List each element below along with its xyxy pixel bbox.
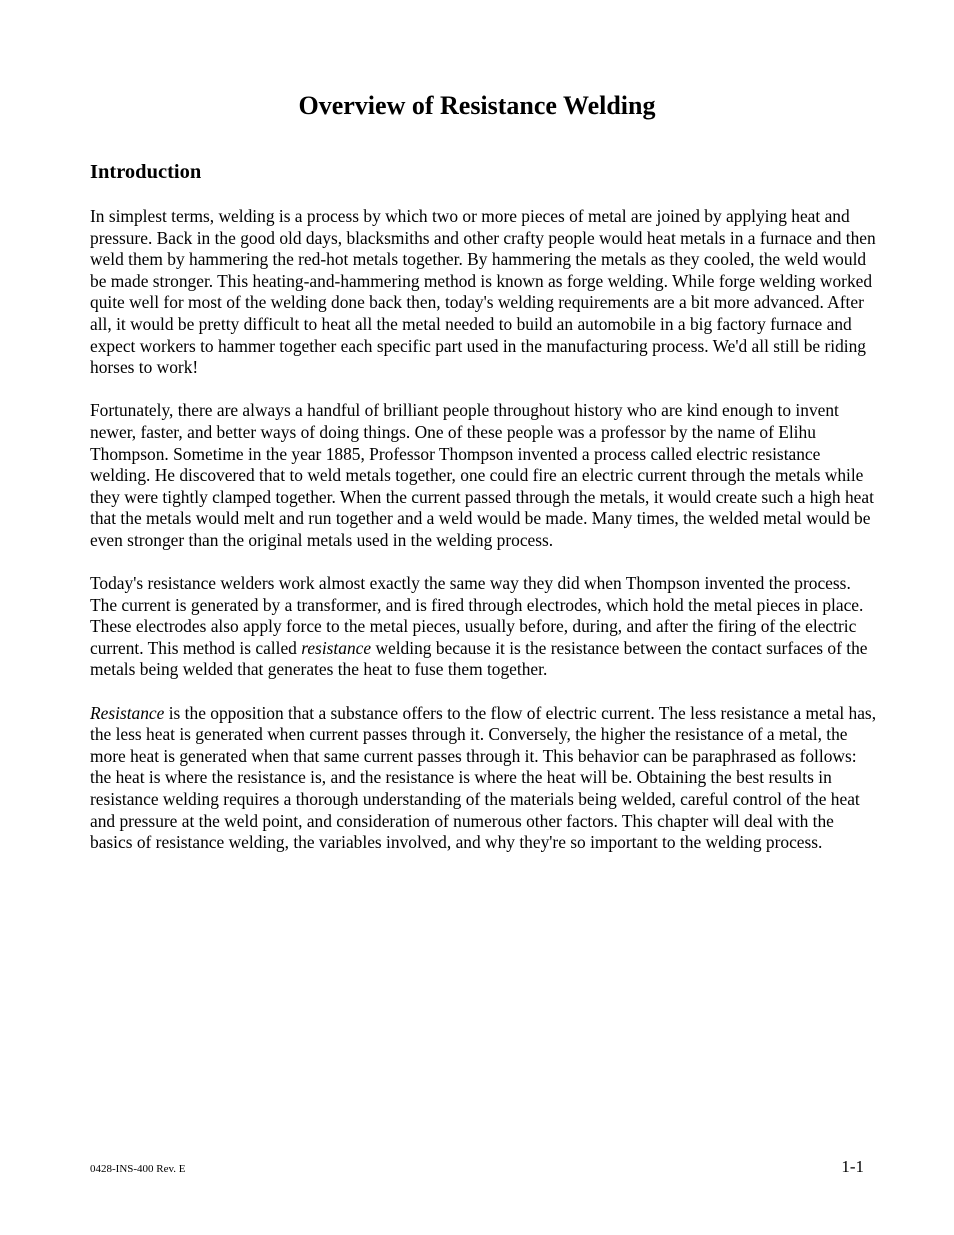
paragraph-2: [90, 400, 880, 551]
section-heading-introduction: Introduction: [90, 161, 202, 183]
paragraph-1-text: In simplest terms, welding is a process by which two or more pieces of metal are joined by applying heat and pressure. Back in the good old days, blacksmiths and other crafty people would heat metals in a furnace and then weld them by hammering the red-hot metals together. By hammering the metals as they cooled, the weld would be made stronger. This heating-and-hammering method is known as forge welding. While forge welding worked quite well for most of the welding done back then, today's welding requirements are a bit more advanced. After all, it would be pretty difficult to heat all the metal needed to build an automobile in a big factory furnace and expect workers to hammer together each specific part used in the manufacturing process. We'd all still be riding horses to work!: [90, 206, 876, 378]
paragraph-2-text: Fortunately, there are always a handful of brilliant people throughout history who are kind enough to invent newer, faster, and better ways of doing things. One of these people was a professor by the name of Elihu Thompson. Sometime in the year 1885, Professor Thompson invented a process called electric resistance welding. He discovered that to weld metals together, one could fire an electric current through the metals while they were tightly clamped together. When the current passed through the metals, it would create such a high heat that the metals would melt and run together and a weld would be made. Many times, the welded metal would be even stronger than the original metals used in the welding process.: [90, 400, 874, 550]
footer-page-number: 1-1: [841, 1157, 864, 1176]
paragraph-4-emphasis: Resistance: [90, 702, 165, 723]
paragraph-4: [90, 703, 880, 854]
footer-doc-number: 0428-INS-400 Rev. E: [90, 1163, 186, 1175]
paragraph-4-text-after: is the opposition that a substance offers to the flow of electric current. The less resistance a metal has, the less heat is generated when current passes through it. Conversely, the higher the resistance of a metal, the more heat is generated when that same current passes through it. This behavior can be paraphrased as follows: the heat is where the resistance is, and the resistance is where the heat will be. Obtaining the best results in resistance welding requires a thorough understanding of the materials being welded, careful control of the heat and pressure at the weld point, and consideration of numerous other factors. This chapter will deal with the basics of resistance welding, the variables involved, and why they're so important to the welding process.: [90, 702, 877, 853]
body-text: [90, 206, 880, 875]
paragraph-3-text-after: welding because it is the resistance between the contact surfaces of the metals being welded that generates the heat to fuse them together.: [90, 637, 868, 680]
paragraph-3-emphasis: resistance: [301, 637, 372, 658]
paragraph-1: [90, 206, 880, 379]
paragraph-3-text-before: Today's resistance welders work almost exactly the same way they did when Thompson invented the process. The current is generated by a transformer, and is fired through electrodes, which hold the metal pieces in place. These electrodes also apply force to the metal pieces, usually before, during, and after the firing of the electric current. This method is called: [90, 573, 864, 658]
paragraph-3: [90, 573, 880, 681]
page-title: Overview of Resistance Welding: [298, 91, 656, 120]
